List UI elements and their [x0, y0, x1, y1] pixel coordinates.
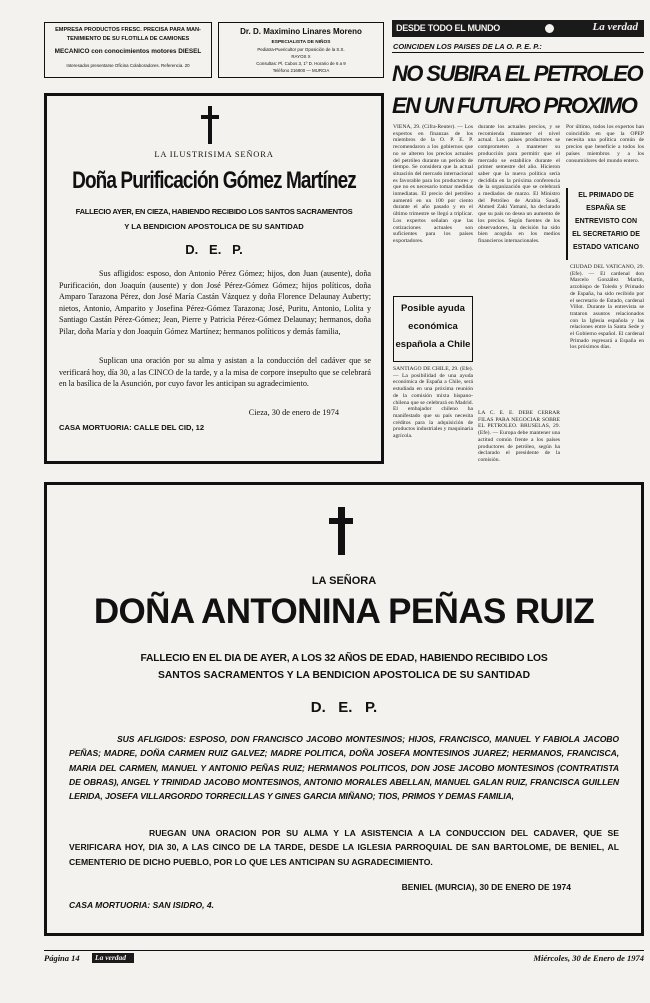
obit1-intro: LA ILUSTRISIMA SEÑORA — [154, 149, 274, 159]
footer-brand-text: La verdad — [95, 953, 127, 962]
obit2-name: DOÑA ANTONINA PEÑAS RUIZ — [93, 592, 595, 631]
primate-text: CIUDAD DEL VATICANO, 29. (Efe). — El cardenal don Marcelo González Martín, arzobispo de Toledo y Primado de España, ha sido recibido por el secretario de Estado, cardenal Villot. Durante la entrevista se trataron asuntos relacionados con la Iglesia española y las relaciones entre la Santa Sede y el Gobierno español. El cardenal Primado regresará a España en los próximos días. — [570, 264, 644, 351]
masthead-brand: La verdad — [592, 21, 638, 33]
kicker-rule — [392, 52, 644, 53]
obit2-dep: D. E. P. — [310, 699, 378, 716]
ad-doctor-name: Dr. D. Maximino Linares Moreno — [240, 27, 362, 36]
obit1-line1: FALLECIO AYER, EN CIEZA, HABIENDO RECIBIDO LOS SANTOS SACRAMENTOS — [75, 207, 353, 216]
ad-company-line1: EMPRESA PRODUCTOS FRESC. PRECISA PARA MAN- — [55, 27, 201, 33]
primate-line1: EL PRIMADO DE — [578, 192, 634, 199]
ad-doctor-line3: Consultas: Pl. Cubos 3, 1º D. Horario de 6 a 9 — [256, 61, 346, 66]
cross-icon — [329, 507, 353, 555]
obituary-gomez — [44, 93, 384, 464]
obit2-intro: LA SEÑORA — [311, 575, 377, 587]
obit1-date: Cieza, 30 de enero de 1974 — [248, 408, 339, 417]
obit2-line1: FALLECIO EN EL DIA DE AYER, A LOS 32 AÑOS DE EDAD, HABIENDO RECIBIDO LOS — [140, 653, 548, 664]
obit1-house: CASA MORTUORIA: CALLE DEL CID, 12 — [59, 423, 205, 432]
aid-box-line3: española a Chile — [395, 339, 471, 350]
aid-box — [393, 296, 473, 362]
obit2-house: CASA MORTUORIA: SAN ISIDRO, 4. — [69, 900, 214, 910]
news-col-3: Por último, todos los expertos han coincidido en que la OPEP necesita una política común de precios que beneficie a todos los países miembros y a los consumidores del mundo entero. — [566, 124, 644, 164]
aid-box-line1: Posible ayuda — [401, 303, 465, 314]
obit2-line2: SANTOS SACRAMENTOS Y LA BENDICION APOSTOLICA DE SU SANTIDAD — [157, 670, 531, 681]
masthead-section: DESDE TODO EL MUNDO — [396, 23, 500, 33]
ad-doctor-line1: Pediatra-Puericultor por Oposición de la S.S. — [257, 47, 345, 52]
primate-line4: EL SECRETARIO DE — [572, 231, 640, 238]
obit1-body: Sus afligidos: esposo, don Antonio Pérez Gómez; hijos, don Juan (ausente), doña Purificación, don Joaquín (ausente) y don José Pérez-Gómez Gómez; hijos políticos, doña Amparo Tarazona Pérez, don José María Castán Vázquez y doña Florence Delaunay Auberty; nietos, Antonio, Amparito y Josefina Pérez-Gómez Tarazona; José, Puritu, Antonio, Lolita y Santiago Castán Pérez-Gómez; Jean, Pierre y Patricia Pérez-Gómez Delaunay; hermanos, doña Pilar, doña María y don Joaquín Gómez Martínez; hermanos políticos y demás familia, — [59, 269, 371, 336]
footer-rule — [44, 950, 644, 951]
primate-line5: ESTADO VATICANO — [572, 244, 640, 251]
news-col-1: VIENA, 29. (Cifra-Reuter). — Los expertos en finanzas de los miembros de la O. P. E. P. recomendaron a los gobiernos que no se alteren los precios actuales del petróleo durante un período de tiempo. Se considera que la actual situación del mercado internacional es favorable para los productores y que no es necesario tomar medidas inmediatas. El precio del petróleo aumentó en un 100 por ciento durante el año pasado y en el último trimestre se llegó a triplicar. Los expertos señalan que las cotizaciones actuales son suficientes para los países exportadores. — [393, 124, 473, 244]
primate-line2: ESPAÑA SE — [586, 205, 626, 212]
obituary-penas — [44, 482, 644, 936]
aid-text: SANTIAGO DE CHILE, 29. (Efe). — La posibilidad de una ayuda económica de España a Chile, será estudiada en una próxima reunión de la comisión mixta hispano-chilena que se celebrará en Madrid. El embajador chileno ha manifestado que su país necesita créditos para la adquisición de productos industriales y maquinaria agrícola. — [393, 366, 473, 440]
primate-line3: ENTREVISTO CON — [574, 218, 638, 225]
aid-box-line2: económica — [408, 321, 458, 332]
masthead — [392, 20, 644, 37]
footer-page: Página 14 — [44, 953, 80, 963]
ad-company-line3: MECANICO con conocimientos motores DIESEL — [54, 48, 202, 55]
cee-text: LA C. E. E. DEBE CERRAR FILAS PARA NEGOCIAR SOBRE EL PETROLEO. BRUSELAS, 29. (Efe). — Europa debe mantener una actitud común frente a los países productores de petróleo, según ha declarado el presidente de la comisión. — [478, 410, 560, 463]
news-headline-1: NO SUBIRA EL PETROLEO — [392, 61, 642, 86]
news-col-2: durante los actuales precios, y se recomienda mantener el nivel actual. Los países productores se comprometen a mantener su producción para permitir que el mercado se estabilice durante el primer semestre del año. Hicieron saber que la nueva política sería decidida en la próxima conferencia de la organización que se celebrará a mediados de marzo. El Ministro del Petróleo de Arabia Saudí, Ahmed Zaki Yamani, ha declarado que su país no desea un aumento de los precios. Según fuentes de los observadores, la decisión ha sido bien acogida en los medios financieros internacionales. — [478, 124, 560, 244]
ad-company-line2: TENIMIENTO DE SU FLOTILLA DE CAMIONES — [66, 36, 190, 42]
obit1-line2: Y LA BENDICION APOSTOLICA DE SU SANTIDAD — [124, 222, 304, 231]
ad-doctor — [218, 22, 384, 78]
primate-box — [566, 188, 644, 260]
obit1-body2: Suplican una oración por su alma y asistan a la conducción del cadáver que se verificará hoy, día 30, a las CINCO de la tarde, y a la misa de corpore insepulto que se celebrará en la basílica de la Asunción, por cuyo favor les anticipan su agradecimiento. — [59, 356, 371, 389]
obit2-date: BENIEL (MURCIA), 30 DE ENERO DE 1974 — [401, 882, 571, 892]
ad-company-line4: Interesados presentarse Oficina Colaboradores. Referencia. 20 — [66, 63, 190, 68]
obit2-body: SUS AFLIGIDOS: ESPOSO, DON FRANCISCO JACOBO MONTESINOS; HIJOS, FRANCISCO, MANUEL Y FABIOLA JACOBO PEÑAS; MADRE, DOÑA CARMEN RUIZ GALVEZ; MADRE POLITICA, DOÑA JOSEFA MONTESINOS JUAREZ; HERMANOS, FRANCISCA, MARIA DEL CARMEN, MANUEL Y ANTONIO PEÑAS RUIZ; HERMANOS POLITICOS, DON JOSE JACOBO MONTESINOS (CONTRATISTA DE OBRAS), ANGEL Y TRINIDAD JACOBO MONTESINOS, ANTONIO MORALES ABELLAN, MANUEL GALAN RUIZ, FRANCISCA GUILLEN LERIDA, JOSEFA VILLARGORDO TORRECILLAS Y GINES GARCIA MIÑANO; TIOS, PRIMOS Y DEMAS FAMILIA, — [69, 734, 619, 802]
footer-date: Miércoles, 30 de Enero de 1974 — [533, 953, 644, 963]
ad-doctor-line2: RAYOS X — [291, 54, 311, 59]
ad-doctor-specialty: ESPECIALISTA DE NIÑOS — [271, 40, 331, 45]
news-kicker: COINCIDEN LOS PAISES DE LA O. P. E. P.: — [393, 42, 542, 51]
cross-icon — [201, 106, 219, 144]
footer-brand — [92, 953, 134, 963]
ad-doctor-line4: Teléfono 216900 — MURCIA — [272, 68, 330, 73]
obit1-name: Doña Purificación Gómez Martínez — [72, 168, 356, 195]
ad-company — [44, 22, 212, 78]
globe-icon — [543, 22, 556, 35]
obit2-body2: RUEGAN UNA ORACION POR SU ALMA Y LA ASISTENCIA A LA CONDUCCION DEL CADAVER, QUE SE VERIFICARA HOY, DIA 30, A LAS CINCO DE LA TARDE, DESDE LA IGLESIA PARROQUIAL DE SAN BARTOLOME, DE BENIEL, AL CEMENTERIO DE DICHO PUEBLO, POR LO QUE LES ANTICIPAN SU AGRADECIMIENTO. — [69, 828, 619, 867]
news-headline-2: EN UN FUTURO PROXIMO — [392, 93, 637, 118]
obit1-dep: D. E. P. — [185, 242, 243, 257]
